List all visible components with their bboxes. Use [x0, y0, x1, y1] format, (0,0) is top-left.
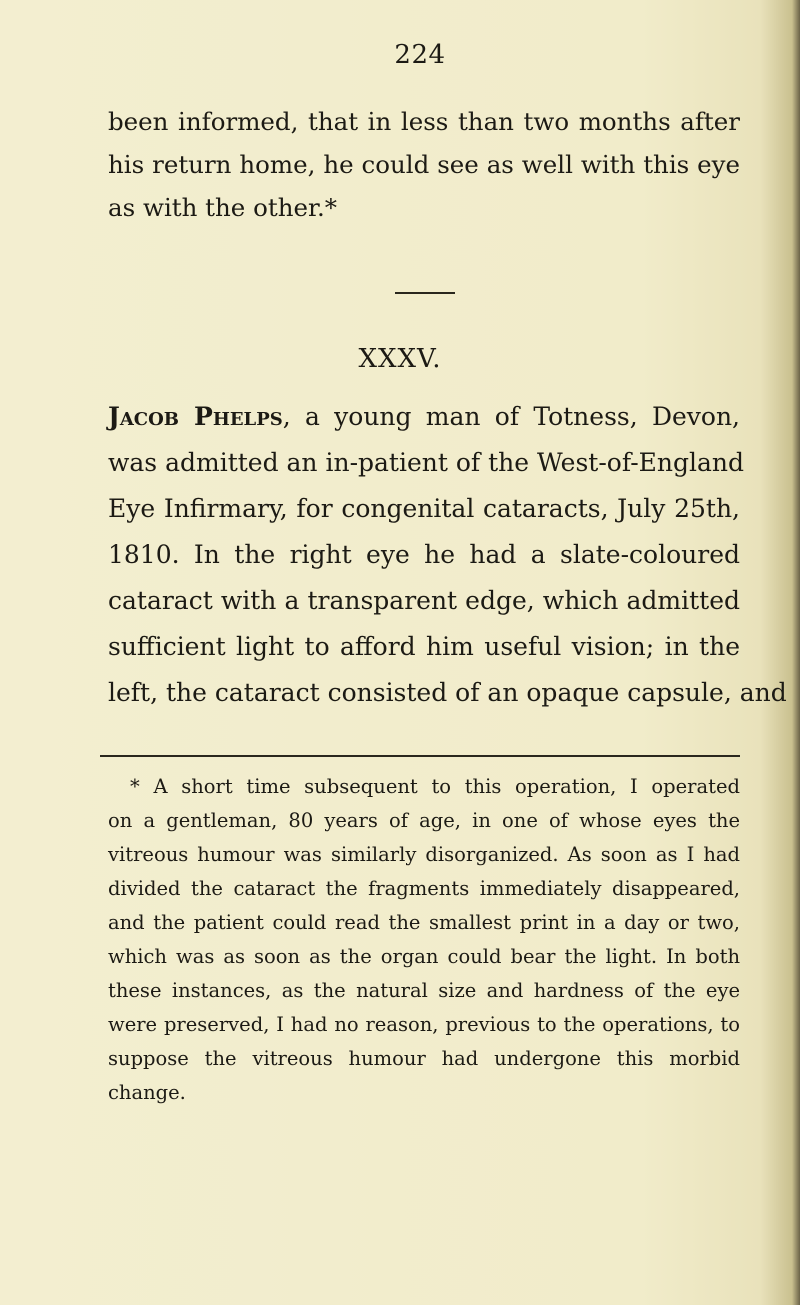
footnote-line: change.	[108, 1081, 186, 1104]
footnote-line: which was as soon as the organ could bear the light. In both	[108, 945, 740, 968]
paragraph-continuation	[108, 100, 740, 229]
footnote-line: were preserved, I had no reason, previous to the operations, to	[108, 1013, 740, 1036]
page-number: 224	[394, 40, 446, 70]
footnote-line: these instances, as the natural size and hardness of the eye	[108, 979, 740, 1002]
footnote-line: suppose the vitreous humour had undergone this morbid	[108, 1047, 740, 1070]
text-line: left, the cataract consisted of an opaque capsule, and	[108, 678, 787, 707]
footnote-line: and the patient could read the smallest print in a day or two,	[108, 911, 740, 934]
section-heading: XXXV.	[358, 344, 442, 374]
case-paragraph	[108, 394, 787, 716]
footnote-line: vitreous humour was similarly disorganized. As soon as I had	[108, 843, 740, 866]
footnote	[108, 770, 740, 1110]
text-line: cataract with a transparent edge, which admitted	[108, 586, 740, 615]
footnote-line: * A short time subsequent to this operation, I operated	[130, 775, 740, 798]
patient-name: Jacob Phelps	[108, 402, 283, 431]
footnote-line: on a gentleman, 80 years of age, in one of whose eyes the	[108, 809, 740, 832]
text-line: 1810. In the right eye he had a slate-coloured	[108, 540, 740, 569]
footnote-line: divided the cataract the fragments immediately disappeared,	[108, 877, 740, 900]
text-line: sufficient light to afford him useful vision; in the	[108, 632, 740, 661]
text-fragment: , a young man of Totness, Devon,	[282, 402, 741, 431]
footnote-rule	[100, 755, 740, 757]
section-divider	[395, 292, 455, 294]
text-line: Eye Infirmary, for congenital cataracts, July 25th,	[108, 494, 740, 523]
text-line: been informed, that in less than two months after	[108, 107, 740, 136]
text-line: as with the other.*	[108, 193, 338, 222]
text-line: was admitted an in-patient of the West-of-England	[108, 448, 744, 477]
text-line: his return home, he could see as well with this eye	[108, 150, 740, 179]
text-line-first	[108, 394, 740, 440]
